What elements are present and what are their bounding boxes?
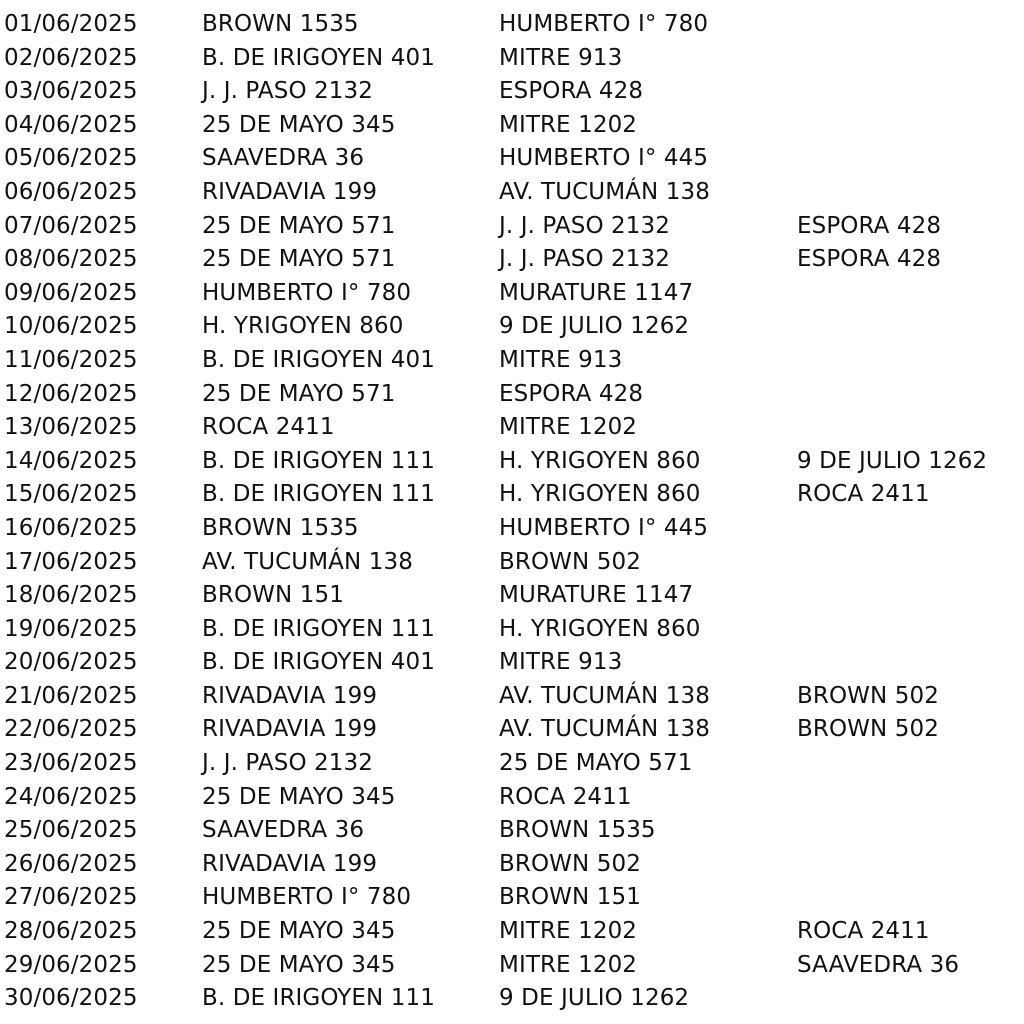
address-cell-2: ESPORA 428 — [499, 380, 644, 407]
address-cell-1: B. DE IRIGOYEN 111 — [202, 447, 435, 474]
date-cell: 21/06/2025 — [4, 682, 138, 709]
address-cell-1: RIVADAVIA 199 — [202, 178, 378, 205]
address-cell-1: BROWN 1535 — [202, 11, 359, 37]
address-cell-2: AV. TUCUMÁN 138 — [499, 716, 710, 743]
address-cell-2: MITRE 1202 — [499, 918, 638, 945]
date-cell: 17/06/2025 — [4, 548, 138, 575]
address-cell-1: H. YRIGOYEN 860 — [202, 313, 404, 340]
address-cell-1: B. DE IRIGOYEN 401 — [202, 649, 435, 676]
address-cell-1: B. DE IRIGOYEN 111 — [202, 481, 435, 508]
address-cell-2: MITRE 1202 — [499, 951, 638, 978]
address-cell-3: 9 DE JULIO 1262 — [797, 447, 988, 474]
address-cell-1: B. DE IRIGOYEN 111 — [202, 615, 435, 642]
address-cell-2: MITRE 913 — [499, 346, 623, 373]
date-cell: 16/06/2025 — [4, 514, 138, 541]
date-cell: 12/06/2025 — [4, 380, 138, 407]
date-cell: 18/06/2025 — [4, 582, 138, 609]
address-cell-1: AV. TUCUMÁN 138 — [202, 548, 413, 575]
address-cell-1: RIVADAVIA 199 — [202, 682, 378, 709]
address-cell-3: BROWN 502 — [797, 716, 939, 743]
address-cell-1: SAAVEDRA 36 — [202, 145, 365, 172]
address-cell-1: B. DE IRIGOYEN 401 — [202, 346, 435, 373]
date-cell: 29/06/2025 — [4, 951, 138, 978]
address-cell-2: 9 DE JULIO 1262 — [499, 985, 690, 1012]
address-cell-2: H. YRIGOYEN 860 — [499, 481, 701, 508]
address-cell-3: ROCA 2411 — [797, 918, 930, 945]
table-row — [0, 277, 1024, 311]
address-cell-1: J. J. PASO 2132 — [202, 78, 373, 105]
date-cell: 24/06/2025 — [4, 783, 138, 810]
table-row — [0, 814, 1024, 848]
address-cell-1: SAAVEDRA 36 — [202, 817, 365, 844]
date-cell: 07/06/2025 — [4, 212, 138, 239]
date-cell: 25/06/2025 — [4, 817, 138, 844]
address-cell-2: MITRE 913 — [499, 649, 623, 676]
table-row — [0, 478, 1024, 512]
address-cell-2: HUMBERTO I° 445 — [499, 145, 709, 172]
date-cell: 05/06/2025 — [4, 145, 138, 172]
address-cell-2: HUMBERTO I° 445 — [499, 514, 709, 541]
date-cell: 13/06/2025 — [4, 414, 138, 441]
date-cell: 01/06/2025 — [4, 11, 138, 37]
address-cell-1: ROCA 2411 — [202, 414, 335, 441]
table-row — [0, 210, 1024, 244]
address-cell-1: 25 DE MAYO 345 — [202, 111, 396, 138]
table-row — [0, 445, 1024, 479]
table-row — [0, 680, 1024, 714]
date-cell: 10/06/2025 — [4, 313, 138, 340]
table-row — [0, 310, 1024, 344]
address-cell-1: HUMBERTO I° 780 — [202, 279, 412, 306]
table-row — [0, 646, 1024, 680]
address-cell-2: BROWN 151 — [499, 884, 641, 911]
address-cell-1: RIVADAVIA 199 — [202, 716, 378, 743]
address-cell-2: MURATURE 1147 — [499, 279, 694, 306]
table-row — [0, 747, 1024, 781]
address-cell-1: BROWN 1535 — [202, 514, 359, 541]
table-row — [0, 378, 1024, 412]
address-cell-1: 25 DE MAYO 345 — [202, 951, 396, 978]
address-cell-3: ESPORA 428 — [797, 212, 942, 239]
table-row — [0, 579, 1024, 613]
address-cell-2: MURATURE 1147 — [499, 582, 694, 609]
date-cell: 19/06/2025 — [4, 615, 138, 642]
table-row — [0, 982, 1024, 1016]
date-cell: 23/06/2025 — [4, 750, 138, 777]
table-row — [0, 546, 1024, 580]
address-cell-1: 25 DE MAYO 571 — [202, 246, 396, 273]
date-cell: 02/06/2025 — [4, 44, 138, 71]
address-cell-3: BROWN 502 — [797, 682, 939, 709]
table-row — [0, 781, 1024, 815]
date-cell: 26/06/2025 — [4, 850, 138, 877]
table-row — [0, 848, 1024, 882]
date-cell: 28/06/2025 — [4, 918, 138, 945]
table-row — [0, 713, 1024, 747]
table-row — [0, 176, 1024, 210]
date-cell: 20/06/2025 — [4, 649, 138, 676]
address-cell-1: 25 DE MAYO 345 — [202, 918, 396, 945]
address-cell-2: BROWN 502 — [499, 850, 641, 877]
address-cell-2: AV. TUCUMÁN 138 — [499, 178, 710, 205]
table-row — [0, 8, 1024, 42]
table-row — [0, 881, 1024, 915]
address-cell-2: MITRE 913 — [499, 44, 623, 71]
table-row — [0, 42, 1024, 76]
address-cell-1: BROWN 151 — [202, 582, 344, 609]
date-cell: 08/06/2025 — [4, 246, 138, 273]
table-row — [0, 109, 1024, 143]
date-cell: 15/06/2025 — [4, 481, 138, 508]
address-cell-1: HUMBERTO I° 780 — [202, 884, 412, 911]
address-cell-1: J. J. PASO 2132 — [202, 750, 373, 777]
address-cell-1: 25 DE MAYO 571 — [202, 380, 396, 407]
address-cell-1: 25 DE MAYO 345 — [202, 783, 396, 810]
table-row — [0, 411, 1024, 445]
table-row — [0, 949, 1024, 983]
address-cell-3: ROCA 2411 — [797, 481, 930, 508]
schedule-table — [0, 8, 1024, 1016]
address-cell-2: H. YRIGOYEN 860 — [499, 447, 701, 474]
address-cell-2: 25 DE MAYO 571 — [499, 750, 693, 777]
address-cell-2: MITRE 1202 — [499, 414, 638, 441]
table-row — [0, 915, 1024, 949]
date-cell: 09/06/2025 — [4, 279, 138, 306]
table-row — [0, 243, 1024, 277]
date-cell: 04/06/2025 — [4, 111, 138, 138]
table-row — [0, 512, 1024, 546]
address-cell-3: SAAVEDRA 36 — [797, 951, 960, 978]
date-cell: 27/06/2025 — [4, 884, 138, 911]
address-cell-1: B. DE IRIGOYEN 111 — [202, 985, 435, 1012]
date-cell: 06/06/2025 — [4, 178, 138, 205]
address-cell-2: J. J. PASO 2132 — [499, 212, 670, 239]
date-cell: 11/06/2025 — [4, 346, 138, 373]
date-cell: 30/06/2025 — [4, 985, 138, 1012]
address-cell-1: B. DE IRIGOYEN 401 — [202, 44, 435, 71]
address-cell-2: ESPORA 428 — [499, 78, 644, 105]
address-cell-1: RIVADAVIA 199 — [202, 850, 378, 877]
address-cell-2: BROWN 502 — [499, 548, 641, 575]
address-cell-2: AV. TUCUMÁN 138 — [499, 682, 710, 709]
table-row — [0, 142, 1024, 176]
date-cell: 14/06/2025 — [4, 447, 138, 474]
date-cell: 03/06/2025 — [4, 78, 138, 105]
address-cell-2: ROCA 2411 — [499, 783, 632, 810]
address-cell-2: MITRE 1202 — [499, 111, 638, 138]
address-cell-2: HUMBERTO I° 780 — [499, 11, 709, 37]
table-row — [0, 344, 1024, 378]
address-cell-1: 25 DE MAYO 571 — [202, 212, 396, 239]
address-cell-2: 9 DE JULIO 1262 — [499, 313, 690, 340]
address-cell-2: BROWN 1535 — [499, 817, 656, 844]
date-cell: 22/06/2025 — [4, 716, 138, 743]
table-row — [0, 613, 1024, 647]
table-row — [0, 75, 1024, 109]
address-cell-2: H. YRIGOYEN 860 — [499, 615, 701, 642]
address-cell-2: J. J. PASO 2132 — [499, 246, 670, 273]
address-cell-3: ESPORA 428 — [797, 246, 942, 273]
